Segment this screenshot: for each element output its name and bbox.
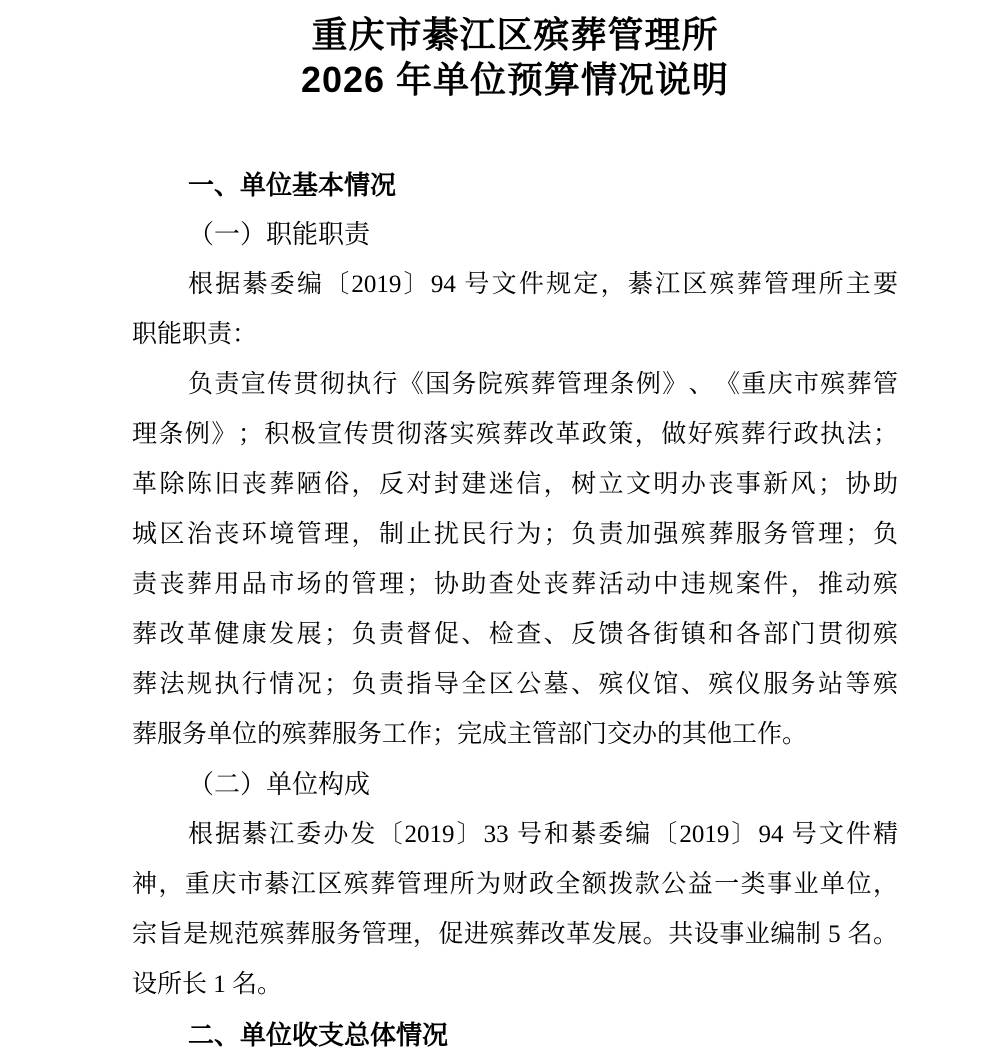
paragraph-2-line-1: 负责宣传贯彻执行《国务院殡葬管理条例》、《重庆市殡葬管 <box>188 371 898 398</box>
paragraph-3-line-3: 宗旨是规范殡葬服务管理，促进殡葬改革发展。共设事业编制 5 名。 <box>132 921 898 948</box>
paragraph-3-line-4: 设所长 1 名。 <box>132 971 283 998</box>
section-heading-2: 二、单位收支总体情况 <box>188 1020 449 1050</box>
paragraph-2-line-7: 葬法规执行情况；负责指导全区公墓、殡仪馆、殡仪服务站等殡 <box>132 671 898 698</box>
paragraph-3-line-1: 根据綦江委办发〔2019〕33 号和綦委编〔2019〕94 号文件精 <box>188 821 898 848</box>
paragraph-2-line-6: 葬改革健康发展；负责督促、检查、反馈各街镇和各部门贯彻殡 <box>132 621 898 648</box>
document-content <box>132 0 898 1060</box>
document-title-line-1: 重庆市綦江区殡葬管理所 <box>311 14 719 55</box>
section-heading-1: 一、单位基本情况 <box>188 170 397 200</box>
paragraph-1-line-1: 根据綦委编〔2019〕94 号文件规定，綦江区殡葬管理所主要 <box>188 271 898 298</box>
paragraph-3-line-2: 神，重庆市綦江区殡葬管理所为财政全额拨款公益一类事业单位， <box>132 871 898 898</box>
subsection-heading-1-1: （一）职能职责 <box>188 220 371 249</box>
paragraph-2-line-3: 革除陈旧丧葬陋俗，反对封建迷信，树立文明办丧事新风；协助 <box>132 471 898 498</box>
paragraph-2-line-8: 葬服务单位的殡葬服务工作；完成主管部门交办的其他工作。 <box>132 721 808 748</box>
document-title-line-2: 2026 年单位预算情况说明 <box>300 59 730 100</box>
paragraph-1-line-2: 职能职责： <box>132 321 258 348</box>
document-title <box>132 0 898 160</box>
paragraph-2-line-4: 城区治丧环境管理，制止扰民行为；负责加强殡葬服务管理；负 <box>132 521 898 548</box>
paragraph-2-line-2: 理条例》；积极宣传贯彻落实殡葬改革政策，做好殡葬行政执法； <box>132 421 898 448</box>
subsection-heading-1-2: （二）单位构成 <box>188 770 371 799</box>
paragraph-2-line-5: 责丧葬用品市场的管理；协助查处丧葬活动中违规案件，推动殡 <box>132 571 898 598</box>
